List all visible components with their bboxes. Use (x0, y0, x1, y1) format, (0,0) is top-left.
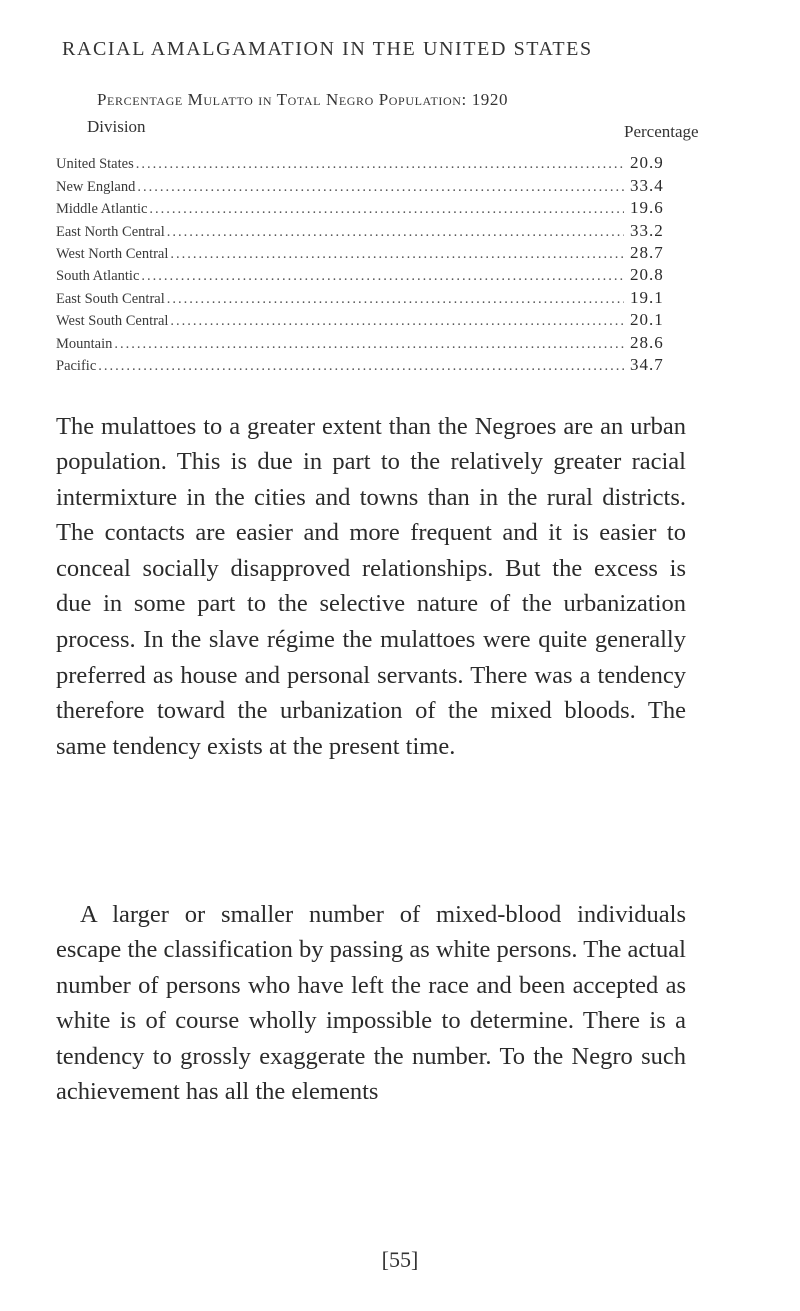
percentage-table (56, 151, 676, 375)
page-number: [55] (381, 1247, 419, 1272)
table-row (56, 353, 676, 375)
division-name: Middle Atlantic (56, 201, 148, 218)
leader-dots (137, 179, 624, 196)
percentage-value: 19.6 (630, 198, 664, 218)
percentage-value: 28.6 (630, 332, 664, 352)
percentage-value: 34.7 (630, 354, 664, 374)
leader-dots (98, 358, 624, 375)
table-row (56, 173, 676, 195)
division-name: New England (56, 178, 136, 195)
division-name: East South Central (56, 290, 165, 307)
percentage-value: 20.9 (630, 153, 664, 173)
percentage-value: 28.7 (630, 242, 664, 262)
division-name: Pacific (56, 357, 97, 374)
column-header-percentage: Percentage (624, 122, 699, 141)
table-row (56, 263, 676, 285)
leader-dots (167, 291, 624, 308)
percentage-value: 33.4 (630, 175, 664, 195)
leader-dots (114, 336, 624, 353)
division-name: United States (56, 156, 134, 173)
column-header-division: Division (87, 117, 146, 136)
leader-dots (136, 156, 624, 173)
table-row (56, 308, 676, 330)
table-title: Percentage Mulatto in Total Negro Population: 1920 (97, 90, 509, 109)
leader-dots (149, 201, 624, 218)
percentage-value: 20.8 (630, 265, 664, 285)
leader-dots (141, 268, 624, 285)
table-row (56, 151, 676, 173)
table-row (56, 241, 676, 263)
table-row (56, 285, 676, 307)
division-name: West North Central (56, 245, 169, 262)
table-row (56, 218, 676, 240)
percentage-value: 20.1 (630, 310, 664, 330)
division-name: East North Central (56, 223, 165, 240)
leader-dots (170, 313, 624, 330)
percentage-value: 19.1 (630, 287, 664, 307)
table-row (56, 330, 676, 352)
leader-dots (170, 246, 624, 263)
running-head: RACIAL AMALGAMATION IN THE UNITED STATES (62, 38, 593, 60)
body-paragraph: A larger or smaller number of mixed-blood individuals escape the classification by passing as white persons. The actual number of persons who have left the race and been accepted as white is of course wholly impossible to determine. There is a tendency to grossly exaggerate the number. To the Negro such achievement has all the elements (56, 900, 686, 1106)
leader-dots (167, 224, 624, 241)
body-paragraph: The mulattoes to a greater extent than the Negroes are an urban population. This is due in part to the relatively greater racial intermixture in the cities and towns than in the rural districts. The contacts are easier and more frequent and it is easier to conceal socially disapproved relationships. But the excess is due in some part to the selective nature of the urbanization process. In the slave régime the mulattoes were quite generally preferred as house and personal servants. There was a tendency therefore toward the urbanization of the mixed bloods. The same tendency exists at the present time. (56, 412, 686, 760)
division-name: Mountain (56, 335, 113, 352)
table-row (56, 196, 676, 218)
division-name: South Atlantic (56, 268, 140, 285)
percentage-value: 33.2 (630, 220, 664, 240)
division-name: West South Central (56, 313, 169, 330)
